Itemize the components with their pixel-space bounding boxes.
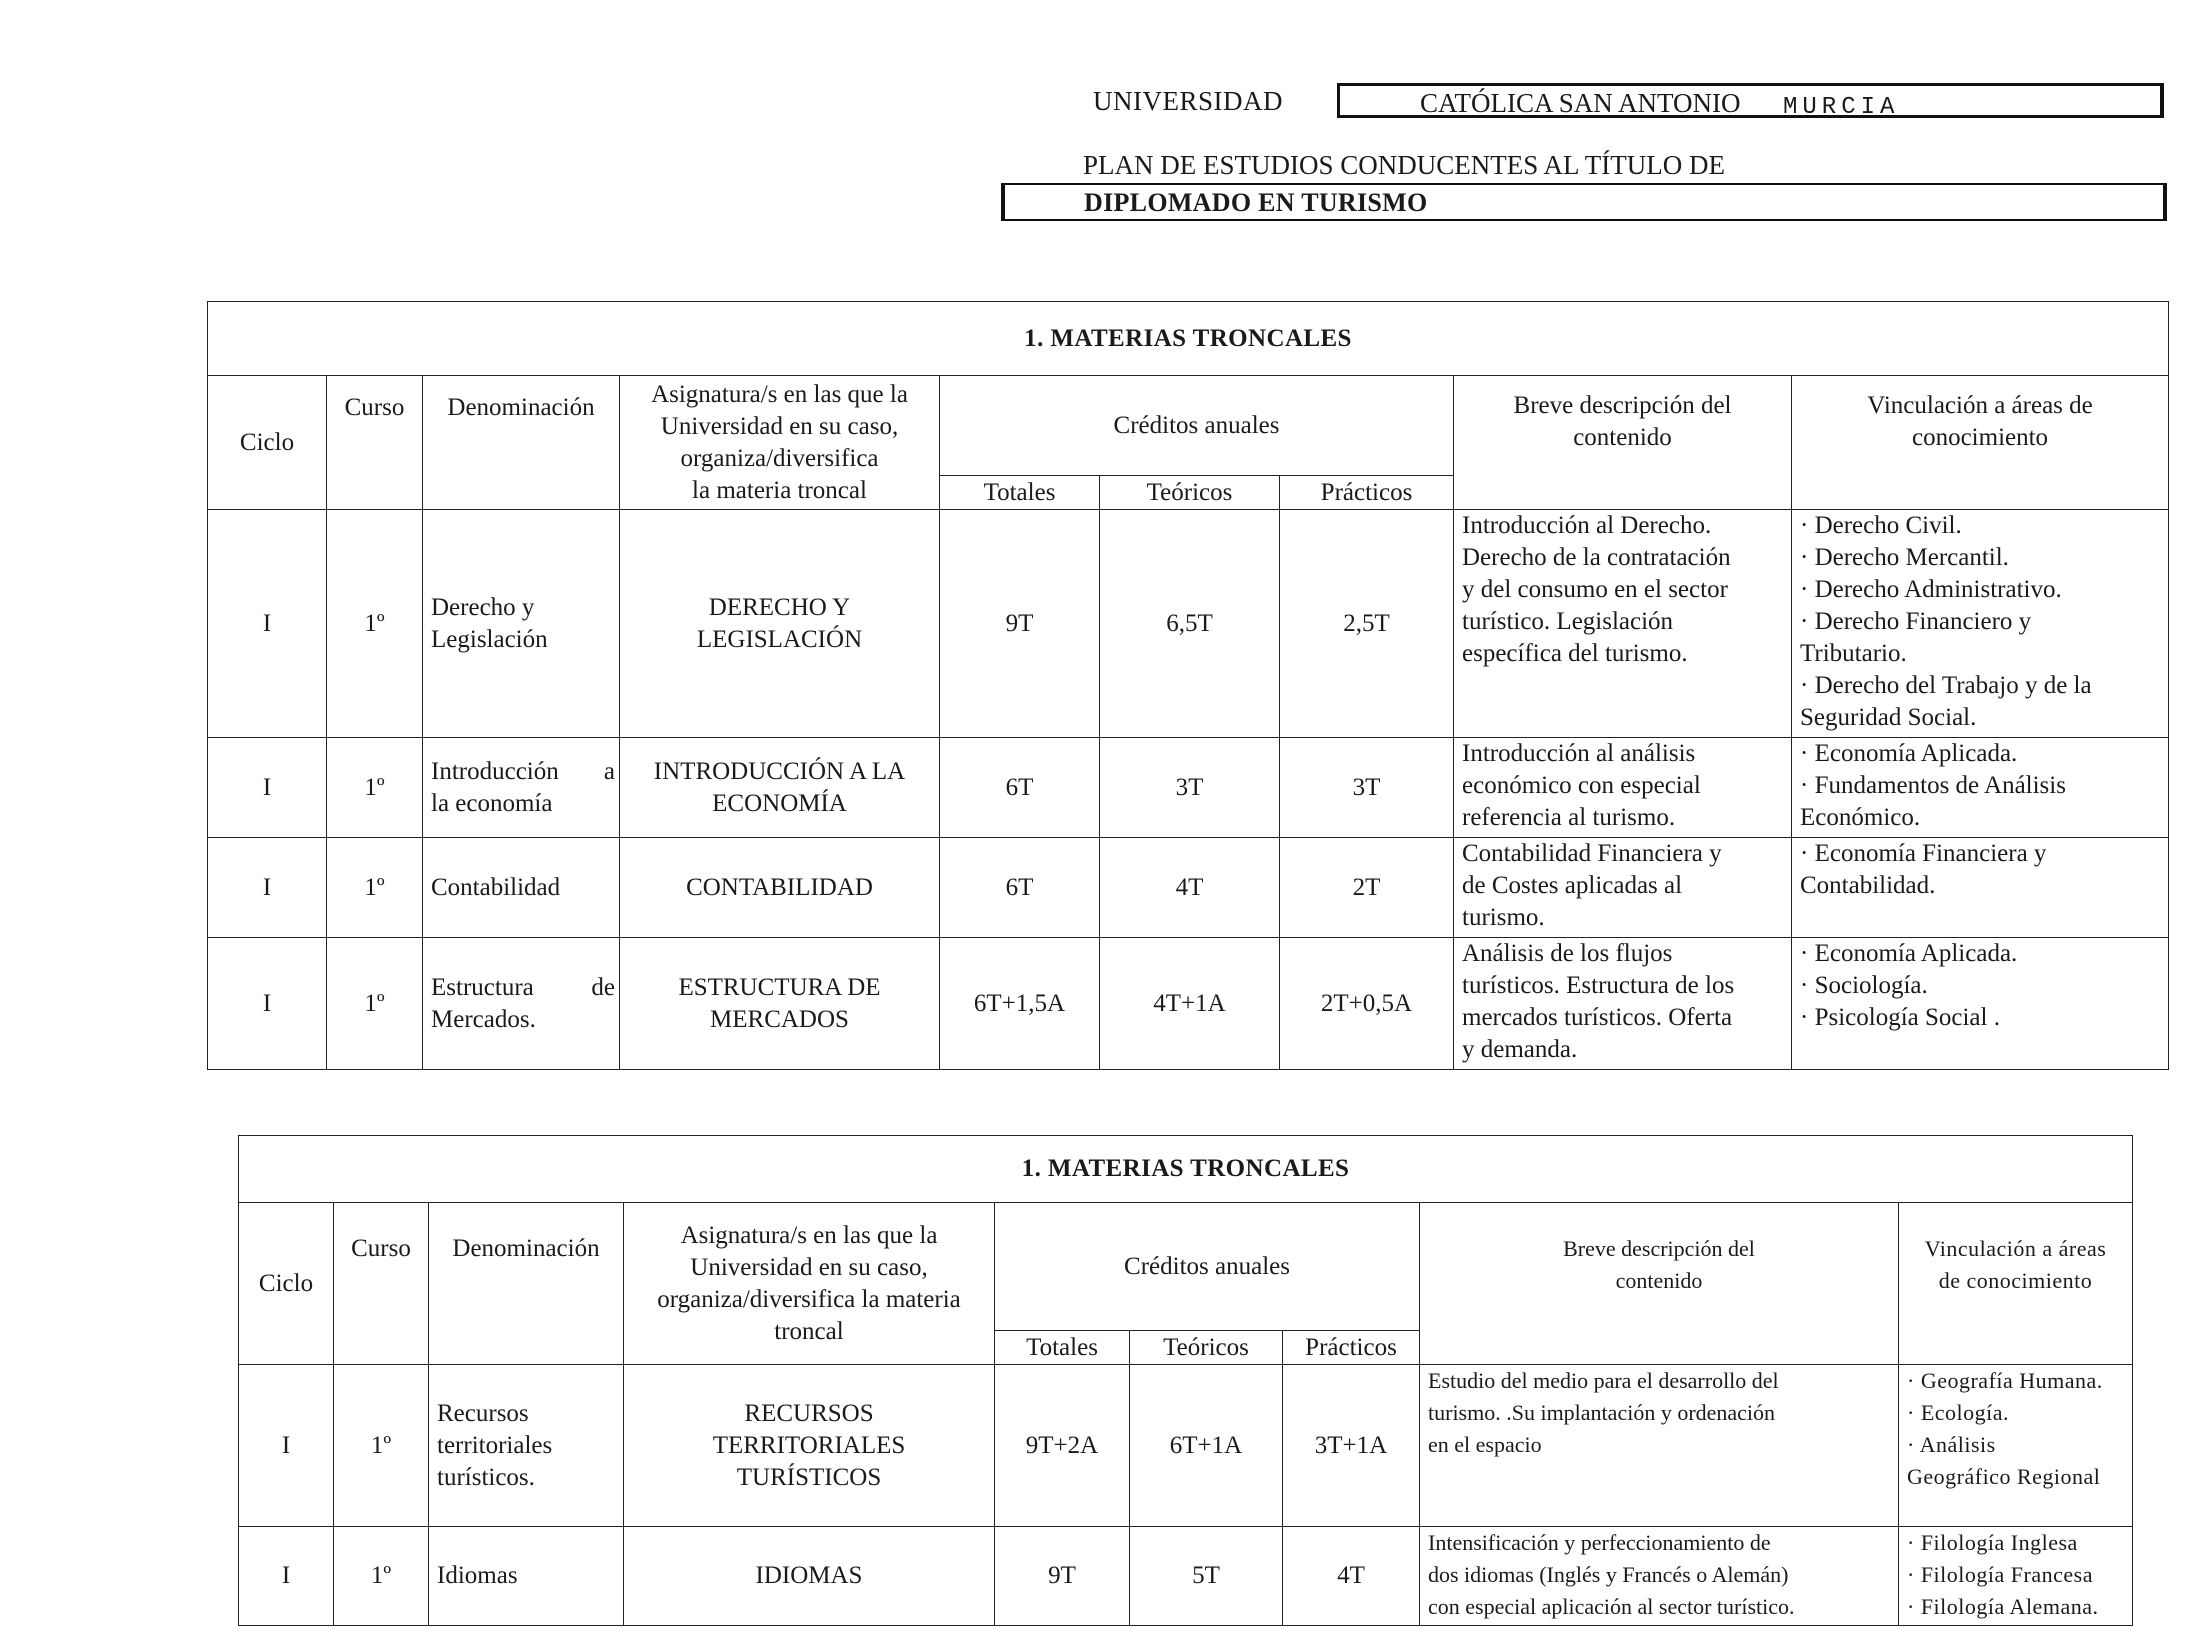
- cell-teoricos: 5T: [1130, 1527, 1283, 1626]
- cell-line: Mercados.: [431, 1005, 536, 1033]
- header-teoricos: Teóricos: [1130, 1331, 1283, 1365]
- cell-line: · Sociología.: [1800, 972, 1928, 999]
- header-descripcion: [1454, 376, 1792, 510]
- cell-teoricos: 4T+1A: [1100, 938, 1280, 1070]
- cell-line: · Psicología Social .: [1800, 1004, 2000, 1031]
- cell-line: Estructura de: [431, 973, 615, 1001]
- cell-line: Introducción al análisis: [1462, 740, 1696, 767]
- table-row: [208, 838, 2169, 938]
- cell-practicos: 2T+0,5A: [1280, 938, 1454, 1070]
- header-line: contenido: [1615, 1268, 1703, 1293]
- cell-line: · Economía Aplicada.: [1800, 940, 2018, 967]
- header-line: Universidad en su caso,: [690, 1253, 928, 1281]
- cell-line: Geográfico Regional: [1907, 1464, 2101, 1489]
- cell-line: CONTABILIDAD: [686, 873, 873, 901]
- header-totales: Totales: [995, 1331, 1130, 1365]
- cell-totales: 6T: [940, 838, 1100, 938]
- header-practicos: Prácticos: [1280, 476, 1454, 510]
- materias-troncales-table-2: [238, 1135, 2133, 1626]
- cell-totales: 6T+1,5A: [940, 938, 1100, 1070]
- cell-ciclo: I: [208, 738, 327, 838]
- cell-asignatura: [624, 1527, 995, 1626]
- cell-line: LEGISLACIÓN: [696, 625, 863, 653]
- cell-line: Análisis de los flujos: [1462, 940, 1673, 967]
- cell-line: turismo. .Su implantación y ordenación: [1428, 1400, 1776, 1425]
- cell-line: mercados turísticos. Oferta: [1462, 1004, 1733, 1031]
- materias-troncales-table-1: [207, 301, 2169, 1070]
- cell-practicos: 2T: [1280, 838, 1454, 938]
- cell-line: IDIOMAS: [755, 1562, 863, 1589]
- header-line: Breve descripción del: [1563, 1236, 1755, 1261]
- plan-label: PLAN DE ESTUDIOS CONDUCENTES AL TÍTULO DE: [1083, 150, 1725, 180]
- header-creditos: Créditos anuales: [995, 1203, 1420, 1331]
- header-line: Vinculación a áreas de: [1867, 392, 2093, 419]
- cell-line: Estudio del medio para el desarrollo del: [1428, 1368, 1779, 1393]
- cell-curso: 1º: [327, 938, 423, 1070]
- header-denominacion: Denominación: [429, 1203, 624, 1365]
- cell-teoricos: 4T: [1100, 838, 1280, 938]
- university-label: UNIVERSIDAD: [1093, 86, 1283, 116]
- cell-line: con especial aplicación al sector turístico.: [1428, 1594, 1795, 1619]
- cell-line: · Geografía Humana.: [1907, 1368, 2103, 1393]
- cell-line: Intensificación y perfeccionamiento de: [1428, 1530, 1771, 1555]
- cell-line: referencia al turismo.: [1462, 804, 1676, 831]
- cell-line: INTRODUCCIÓN A LA: [653, 757, 906, 785]
- cell-line: turísticos. Estructura de los: [1462, 972, 1735, 999]
- header-vinculacion: [1899, 1203, 2133, 1365]
- header-denominacion: Denominación: [423, 376, 620, 510]
- cell-line: y del consumo en el sector: [1462, 576, 1728, 603]
- cell-line: y demanda.: [1462, 1036, 1578, 1063]
- header-descripcion: [1420, 1203, 1899, 1365]
- cell-line: TURÍSTICOS: [736, 1463, 882, 1491]
- cell-line: en el espacio: [1428, 1432, 1542, 1457]
- cell-line: Contabilidad: [431, 873, 561, 901]
- cell-line: dos idiomas (Inglés y Francés o Alemán): [1428, 1562, 1789, 1587]
- cell-line: territoriales: [437, 1431, 553, 1459]
- header-line: conocimiento: [1911, 424, 2049, 451]
- cell-practicos: 2,5T: [1280, 510, 1454, 738]
- cell-totales: 9T: [940, 510, 1100, 738]
- cell-line: · Fundamentos de Análisis: [1800, 772, 2066, 799]
- cell-totales: 6T: [940, 738, 1100, 838]
- cell-descripcion: [1454, 510, 1792, 738]
- cell-line: Seguridad Social.: [1800, 704, 1977, 731]
- table-row: [208, 938, 2169, 1070]
- cell-denominacion: [423, 938, 620, 1070]
- header-line: troncal: [774, 1317, 844, 1345]
- cell-line: · Filología Alemana.: [1907, 1594, 2099, 1619]
- cell-ciclo: I: [208, 510, 327, 738]
- header-asignatura: [620, 376, 940, 510]
- cell-totales: 9T+2A: [995, 1365, 1130, 1527]
- cell-line: Contabilidad Financiera y: [1462, 840, 1722, 867]
- cell-curso: 1º: [327, 738, 423, 838]
- header-line: de conocimiento: [1938, 1268, 2093, 1293]
- cell-vinculacion: [1792, 938, 2169, 1070]
- header-line: Asignatura/s en las que la: [680, 1221, 938, 1249]
- cell-line: Legislación: [431, 625, 548, 653]
- cell-practicos: 4T: [1283, 1527, 1420, 1626]
- cell-asignatura: [620, 838, 940, 938]
- cell-denominacion: [423, 838, 620, 938]
- table-row: [239, 1365, 2133, 1527]
- cell-descripcion: [1420, 1365, 1899, 1527]
- cell-line: · Derecho Administrativo.: [1800, 576, 2062, 603]
- cell-line: · Economía Aplicada.: [1800, 740, 2018, 767]
- header-line: Breve descripción del: [1513, 392, 1732, 419]
- cell-line: · Filología Inglesa: [1907, 1530, 2078, 1555]
- cell-denominacion: [429, 1365, 624, 1527]
- cell-line: turístico. Legislación: [1462, 608, 1674, 635]
- header-ciclo: Ciclo: [208, 376, 327, 510]
- cell-line: turismo.: [1462, 904, 1545, 931]
- cell-line: · Derecho Mercantil.: [1800, 544, 2009, 571]
- cell-asignatura: [620, 510, 940, 738]
- cell-line: Introducción al Derecho.: [1462, 512, 1712, 539]
- header-teoricos: Teóricos: [1100, 476, 1280, 510]
- header-line: contenido: [1573, 424, 1672, 451]
- cell-line: · Derecho Civil.: [1800, 512, 1962, 539]
- cell-descripcion: [1454, 738, 1792, 838]
- table-row: [208, 510, 2169, 738]
- cell-denominacion: [423, 510, 620, 738]
- university-box: [1337, 83, 2164, 121]
- cell-line: RECURSOS: [744, 1399, 874, 1427]
- header-vinculacion: [1792, 376, 2169, 510]
- cell-line: de Costes aplicadas al: [1462, 872, 1683, 899]
- cell-line: · Análisis: [1907, 1432, 1996, 1457]
- cell-vinculacion: [1899, 1365, 2133, 1527]
- cell-descripcion: [1420, 1527, 1899, 1626]
- cell-ciclo: I: [208, 838, 327, 938]
- header-line: organiza/diversifica la materia: [657, 1285, 961, 1313]
- cell-descripcion: [1454, 838, 1792, 938]
- header-line: Universidad en su caso,: [660, 412, 899, 440]
- header-creditos: Créditos anuales: [940, 376, 1454, 476]
- cell-line: Económico.: [1800, 804, 1921, 831]
- cell-line: ECONOMÍA: [712, 789, 847, 817]
- cell-line: Derecho y: [431, 593, 535, 621]
- header-totales: Totales: [940, 476, 1100, 510]
- university-name: CATÓLICA SAN ANTONIO: [1420, 88, 1741, 118]
- cell-descripcion: [1454, 938, 1792, 1070]
- cell-teoricos: 6T+1A: [1130, 1365, 1283, 1527]
- header-curso: Curso: [334, 1203, 429, 1365]
- cell-line: Tributario.: [1800, 640, 1907, 667]
- cell-denominacion: [423, 738, 620, 838]
- table-title: 1. MATERIAS TRONCALES: [208, 302, 2169, 376]
- cell-totales: 9T: [995, 1527, 1130, 1626]
- cell-line: Recursos: [437, 1399, 529, 1427]
- cell-vinculacion: [1792, 838, 2169, 938]
- header-asignatura: [624, 1203, 995, 1365]
- header-line: Vinculación a áreas: [1924, 1236, 2107, 1261]
- cell-line: Introducción a: [431, 757, 615, 785]
- cell-line: ESTRUCTURA DE: [678, 973, 881, 1001]
- cell-denominacion: [429, 1527, 624, 1626]
- university-city: MURCIA: [1783, 94, 1900, 121]
- cell-line: TERRITORIALES: [712, 1431, 906, 1459]
- cell-ciclo: I: [208, 938, 327, 1070]
- header-practicos: Prácticos: [1283, 1331, 1420, 1365]
- cell-curso: 1º: [327, 838, 423, 938]
- header-ciclo: Ciclo: [239, 1203, 334, 1365]
- degree-title: DIPLOMADO EN TURISMO: [1084, 188, 1428, 217]
- cell-curso: 1º: [334, 1365, 429, 1527]
- cell-ciclo: I: [239, 1527, 334, 1626]
- cell-asignatura: [620, 938, 940, 1070]
- cell-ciclo: I: [239, 1365, 334, 1527]
- cell-vinculacion: [1792, 510, 2169, 738]
- cell-vinculacion: [1899, 1527, 2133, 1626]
- cell-line: DERECHO Y: [708, 593, 851, 621]
- cell-line: · Economía Financiera y: [1800, 840, 2047, 867]
- table-row: [208, 738, 2169, 838]
- cell-curso: 1º: [334, 1527, 429, 1626]
- cell-line: Idiomas: [437, 1562, 518, 1589]
- table-title: 1. MATERIAS TRONCALES: [239, 1136, 2133, 1203]
- cell-line: turísticos.: [437, 1463, 535, 1491]
- cell-line: Derecho de la contratación: [1462, 544, 1731, 571]
- table-row: [239, 1527, 2133, 1626]
- cell-practicos: 3T: [1280, 738, 1454, 838]
- cell-line: Contabilidad.: [1800, 872, 1936, 899]
- cell-line: económico con especial: [1462, 772, 1701, 799]
- header-line: organiza/diversifica: [680, 444, 879, 472]
- cell-asignatura: [624, 1365, 995, 1527]
- cell-line: · Derecho Financiero y: [1800, 608, 2032, 635]
- degree-title-box: [1001, 183, 2167, 221]
- cell-line: específica del turismo.: [1462, 640, 1688, 667]
- cell-line: · Derecho del Trabajo y de la: [1800, 672, 2092, 699]
- cell-practicos: 3T+1A: [1283, 1365, 1420, 1527]
- cell-asignatura: [620, 738, 940, 838]
- cell-line: la economía: [431, 789, 553, 817]
- cell-teoricos: 3T: [1100, 738, 1280, 838]
- cell-line: · Filología Francesa: [1907, 1562, 2093, 1587]
- header-line: la materia troncal: [692, 476, 867, 504]
- cell-curso: 1º: [327, 510, 423, 738]
- header-curso: Curso: [327, 376, 423, 510]
- cell-teoricos: 6,5T: [1100, 510, 1280, 738]
- cell-vinculacion: [1792, 738, 2169, 838]
- cell-line: · Ecología.: [1907, 1400, 2010, 1425]
- header-line: Asignatura/s en las que la: [651, 380, 908, 408]
- cell-line: MERCADOS: [710, 1005, 849, 1033]
